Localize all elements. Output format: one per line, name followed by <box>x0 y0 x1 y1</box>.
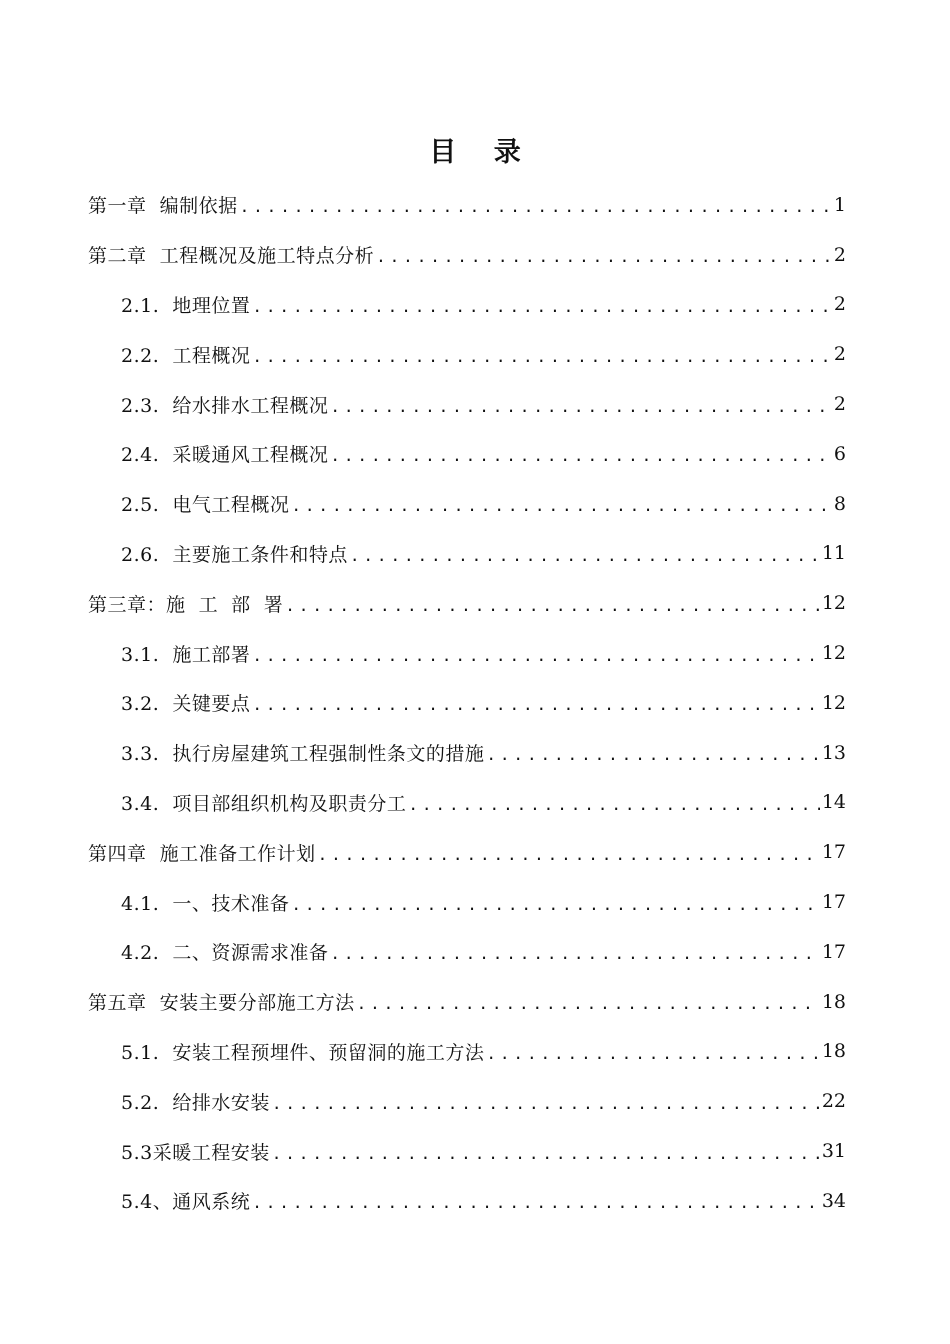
toc-dot-leader <box>330 446 832 465</box>
toc-entry[interactable] <box>0 230 950 280</box>
toc-entry[interactable] <box>0 927 950 977</box>
toc-entry-label: 2.3. 给水排水工程概况 <box>121 394 329 417</box>
toc-dot-leader <box>252 646 819 665</box>
toc-dot-leader <box>357 994 820 1013</box>
toc-page-number: 31 <box>821 1140 846 1163</box>
toc-page-number: 2 <box>833 343 846 366</box>
toc-entry-label: 2.2. 工程概况 <box>121 344 251 367</box>
toc-dot-leader <box>486 745 819 764</box>
toc-entry[interactable] <box>0 827 950 877</box>
toc-page-number: 2 <box>833 293 846 316</box>
toc-dot-leader <box>376 247 832 266</box>
toc-entry-label: 2.6. 主要施工条件和特点 <box>121 543 348 566</box>
toc-dot-leader <box>408 795 819 814</box>
toc-page-number: 22 <box>821 1090 846 1113</box>
toc-entry-label: 5.4、通风系统 <box>121 1191 251 1214</box>
toc-page-number: 2 <box>833 243 846 266</box>
toc-dot-leader <box>291 895 819 914</box>
toc-entry-label: 2.5. 电气工程概况 <box>121 494 290 517</box>
toc-page-number: 17 <box>821 891 846 914</box>
toc-page-number: 8 <box>833 492 846 515</box>
toc-entry-label: 3.1. 施工部署 <box>121 643 251 666</box>
toc-dot-leader <box>291 496 832 515</box>
toc-entry[interactable] <box>0 479 950 529</box>
toc-dot-leader <box>285 596 820 615</box>
toc-entry-label: 5.3采暖工程安装 <box>121 1141 270 1164</box>
toc-entry[interactable] <box>0 329 950 379</box>
toc-entry-label: 4.1. 一、技术准备 <box>121 892 290 915</box>
toc-dot-leader <box>272 1094 820 1113</box>
toc-entry-label: 2.4. 采暖通风工程概况 <box>121 444 329 467</box>
toc-page-number: 17 <box>821 841 846 864</box>
toc-dot-leader <box>252 695 819 714</box>
toc-entry-label: 第四章 施工准备工作计划 <box>88 842 316 865</box>
toc-page-number: 12 <box>821 691 846 714</box>
toc-page-number: 34 <box>821 1189 846 1212</box>
toc-entry-label: 2.1. 地理位置 <box>121 294 251 317</box>
toc-dot-leader <box>330 944 819 963</box>
toc-page-number: 17 <box>821 940 846 963</box>
page-title: 目 录 <box>429 137 535 168</box>
toc-page-number: 12 <box>821 592 846 615</box>
toc-entry[interactable] <box>0 529 950 579</box>
toc-entry-label: 第一章 编制依据 <box>88 195 238 218</box>
toc-page-number: 11 <box>821 542 846 565</box>
toc-dot-leader <box>252 347 832 366</box>
toc-entry[interactable] <box>0 280 950 330</box>
toc-entry-label: 第二章 工程概况及施工特点分析 <box>88 245 375 268</box>
toc-entry-label: 第三章：施 工 部 署 <box>88 593 284 616</box>
toc-entry-label: 3.2. 关键要点 <box>121 693 251 716</box>
toc-entry-label: 4.2. 二、资源需求准备 <box>121 942 329 965</box>
toc-page-number: 13 <box>821 741 846 764</box>
toc-dot-leader <box>486 1044 819 1063</box>
toc-dot-leader <box>240 197 832 216</box>
toc-entry[interactable] <box>0 1027 950 1077</box>
toc-entry[interactable] <box>0 180 950 230</box>
toc-page-number: 6 <box>833 442 846 465</box>
toc-entry[interactable] <box>0 429 950 479</box>
toc-entry-label: 3.3. 执行房屋建筑工程强制性条文的措施 <box>121 743 485 766</box>
toc-entry[interactable] <box>0 379 950 429</box>
toc-dot-leader <box>330 397 832 416</box>
toc-entry-label: 3.4. 项目部组织机构及职责分工 <box>121 792 407 815</box>
toc-page-number: 12 <box>821 642 846 665</box>
toc-dot-leader <box>252 1193 820 1212</box>
toc-page-number: 18 <box>821 1040 846 1063</box>
toc-dot-leader <box>350 546 820 565</box>
toc-entry-label: 5.1. 安装工程预埋件、预留洞的施工方法 <box>121 1041 485 1064</box>
toc-entry-label: 5.2. 给排水安装 <box>121 1091 270 1114</box>
toc-entry[interactable] <box>0 1076 950 1126</box>
toc-dot-leader <box>318 845 820 864</box>
toc-entry[interactable] <box>0 578 950 628</box>
toc-page-number: 2 <box>833 393 846 416</box>
toc-page-number: 14 <box>821 791 846 814</box>
toc-entry[interactable] <box>0 1126 950 1176</box>
toc-dot-leader <box>272 1144 820 1163</box>
toc-dot-leader <box>252 297 832 316</box>
toc-entry[interactable] <box>0 778 950 828</box>
toc-entry[interactable] <box>0 877 950 927</box>
toc-entry-label: 第五章 安装主要分部施工方法 <box>88 992 355 1015</box>
toc-entry[interactable] <box>0 628 950 678</box>
toc-entry[interactable] <box>0 1176 950 1226</box>
table-of-contents <box>0 180 950 1226</box>
toc-entry[interactable] <box>0 678 950 728</box>
toc-entry[interactable] <box>0 977 950 1027</box>
toc-page-number: 1 <box>833 193 846 216</box>
toc-page-number: 18 <box>821 990 846 1013</box>
toc-entry[interactable] <box>0 728 950 778</box>
